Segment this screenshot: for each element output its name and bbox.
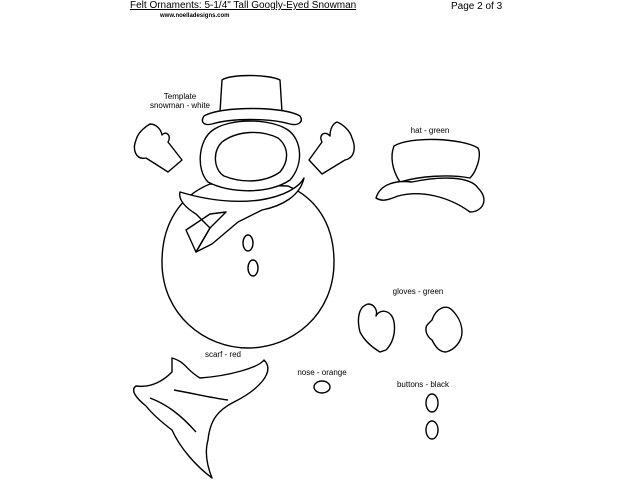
button-piece-2: [426, 421, 438, 439]
scarf-label: scarf - red: [204, 350, 241, 359]
hat-label: hat - green: [410, 126, 450, 135]
snowman-template: [134, 76, 354, 349]
right-glove-piece: [426, 307, 462, 352]
page-number: Page 2 of 3: [451, 1, 503, 12]
button-piece-1: [426, 394, 438, 412]
snowman-hat-crown: [220, 76, 282, 113]
scarf-piece: [134, 358, 268, 478]
page-title: Felt Ornaments: 5-1/4" Tall Googly-Eyed Snowman: [130, 0, 357, 11]
hat-crown-piece: [392, 139, 479, 182]
template-label-line2: snowman - white: [149, 101, 211, 110]
snowman-left-arm: [134, 124, 182, 172]
scarf-shape: [134, 358, 268, 478]
snowman-button-top: [243, 235, 253, 251]
template-label-line1: Template: [163, 92, 197, 101]
website-url: www.noelladesigns.com: [160, 13, 230, 19]
buttons-label: buttons - black: [396, 380, 450, 389]
gloves-label: gloves - green: [392, 287, 444, 296]
nose-label: nose - orange: [297, 368, 347, 377]
hat-piece: [376, 139, 484, 212]
left-glove-piece: [358, 304, 394, 352]
snowman-right-arm: [309, 122, 354, 174]
hat-brim-piece: [376, 178, 484, 212]
snowman-face-line: [215, 132, 286, 181]
nose-piece: [314, 381, 330, 393]
snowman-button-bottom: [248, 260, 258, 276]
gloves-pieces: [358, 304, 462, 352]
